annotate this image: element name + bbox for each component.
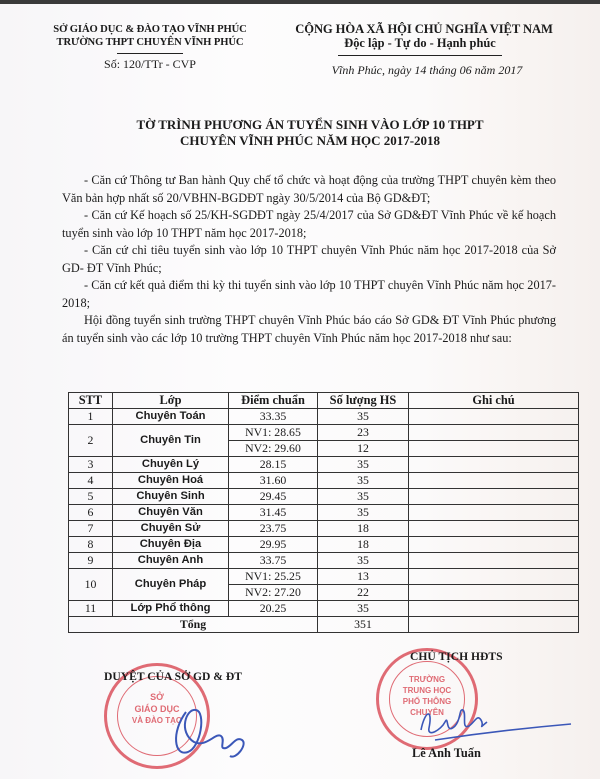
cell-stt: 6 <box>69 505 113 521</box>
document-number: Số: 120/TTr - CVP <box>104 57 196 71</box>
body-paragraph: - Căn cứ chỉ tiêu tuyển sinh vào lớp 10 THPT chuyên Vĩnh Phúc năm học 2017-2018 của Sở GD- ĐT Vĩnh Phúc; <box>62 243 556 275</box>
cell-count: 35 <box>318 601 409 617</box>
cell-note <box>409 441 579 457</box>
cell-count: 18 <box>318 537 409 553</box>
header-note: Ghi chú <box>409 393 579 409</box>
body-paragraph: - Căn cứ Kế hoạch số 25/KH-SGDĐT ngày 25/4/2017 của Sở GD&ĐT Vĩnh Phúc về kế hoạch tuyển sinh vào lớp 10 THPT năm học 2017-2018; <box>62 208 556 240</box>
cell-score: 31.45 <box>229 505 318 521</box>
stamp-text: SỞ <box>150 692 164 702</box>
header-class: Lớp <box>113 393 229 409</box>
table-row <box>69 537 579 553</box>
stamp-text: TRƯỜNG <box>408 675 446 684</box>
cell-class: Chuyên Anh <box>113 553 229 569</box>
cell-class: Chuyên Sử <box>113 521 229 537</box>
stamp-text: TRUNG HỌC <box>402 686 452 695</box>
cell-count: 35 <box>318 473 409 489</box>
cell-score: NV2: 29.60 <box>229 441 318 457</box>
total-label: Tổng <box>69 617 318 633</box>
cell-class: Chuyên Pháp <box>113 569 229 601</box>
cell-score: NV1: 28.65 <box>229 425 318 441</box>
stamp-text: GIÁO DỤC <box>134 704 180 714</box>
chairman-title: CHỦ TỊCH HĐTS <box>410 650 503 663</box>
national-motto: Độc lập - Tự do - Hạnh phúc <box>344 36 496 50</box>
cell-note <box>409 553 579 569</box>
cell-score: 29.45 <box>229 489 318 505</box>
cell-score: NV2: 27.20 <box>229 585 318 601</box>
approval-title: DUYỆT CỦA SỞ GD & ĐT <box>104 670 242 683</box>
cell-stt: 3 <box>69 457 113 473</box>
cell-note <box>409 537 579 553</box>
cell-note <box>409 569 579 585</box>
national-header <box>295 22 560 78</box>
top-edge-bar <box>0 0 600 4</box>
header-score: Điểm chuẩn <box>229 393 318 409</box>
cell-count: 35 <box>318 505 409 521</box>
body-paragraph: - Căn cứ Thông tư Ban hành Quy chế tổ chức và hoạt động của trường THPT chuyên kèm theo Văn bản hợp nhất số 20/VBHN-BGDĐT ngày 30/5/2014 của Bộ GD&ĐT; <box>62 173 556 205</box>
table-row <box>69 489 579 505</box>
title-line-2: CHUYÊN VĨNH PHÚC NĂM HỌC 2017-2018 <box>179 133 441 148</box>
cell-stt: 2 <box>69 425 113 457</box>
cell-class: Chuyên Sinh <box>113 489 229 505</box>
document-body <box>62 172 556 347</box>
cell-count: 13 <box>318 569 409 585</box>
cell-class: Chuyên Hoá <box>113 473 229 489</box>
stamp-text: VÀ ĐÀO TẠO <box>131 716 183 725</box>
body-paragraph: Hội đồng tuyển sinh trường THPT chuyên Vĩnh Phúc báo cáo Sở GD& ĐT Vĩnh Phúc phương án tuyển sinh vào các lớp 10 trường THPT chuyên Vĩnh Phúc năm học 2017-2018 như sau: <box>62 313 556 345</box>
cell-note <box>409 425 579 441</box>
cell-score: 23.75 <box>229 521 318 537</box>
table-header-row <box>69 393 579 409</box>
header-count: Số lượng HS <box>318 393 409 409</box>
cell-count: 12 <box>318 441 409 457</box>
signer-name: Lê Anh Tuấn <box>412 746 481 760</box>
stamp-text: CHUYÊN <box>410 708 444 717</box>
cell-stt: 1 <box>69 409 113 425</box>
cell-class: Lớp Phổ thông <box>113 601 229 617</box>
cell-note <box>409 505 579 521</box>
body-paragraph: - Căn cứ kết quả điểm thi kỳ thi tuyển sinh vào lớp 10 THPT chuyên Vĩnh Phúc năm học 2017-2018; <box>62 278 556 310</box>
issuer-header <box>40 23 260 72</box>
cell-stt: 11 <box>69 601 113 617</box>
cell-note <box>409 601 579 617</box>
cell-score: 33.75 <box>229 553 318 569</box>
cell-stt: 5 <box>69 489 113 505</box>
cell-note <box>409 585 579 601</box>
cell-count: 23 <box>318 425 409 441</box>
cell-score: 31.60 <box>229 473 318 489</box>
approver-signature <box>166 702 256 762</box>
document-date: Vĩnh Phúc, ngày 14 tháng 06 năm 2017 <box>331 63 523 77</box>
table-row <box>69 505 579 521</box>
cell-note <box>409 489 579 505</box>
table-row <box>69 409 579 425</box>
title-line-1: TỜ TRÌNH PHƯƠNG ÁN TUYỂN SINH VÀO LỚP 10 THPT <box>136 117 484 132</box>
cell-count: 35 <box>318 457 409 473</box>
cell-note <box>409 521 579 537</box>
table-row <box>69 569 579 585</box>
table-row <box>69 553 579 569</box>
cell-stt: 8 <box>69 537 113 553</box>
school-name: TRƯỜNG THPT CHUYÊN VĨNH PHÚC <box>56 37 244 48</box>
cell-count: 35 <box>318 409 409 425</box>
cell-stt: 9 <box>69 553 113 569</box>
cell-note <box>409 409 579 425</box>
cell-count: 22 <box>318 585 409 601</box>
cell-count: 35 <box>318 553 409 569</box>
header-divider <box>117 53 183 54</box>
cell-stt: 10 <box>69 569 113 601</box>
cell-stt: 7 <box>69 521 113 537</box>
table-row <box>69 473 579 489</box>
cell-count: 18 <box>318 521 409 537</box>
cell-stt: 4 <box>69 473 113 489</box>
stamp-text: PHỔ THÔNG <box>402 697 452 706</box>
cell-score: 33.35 <box>229 409 318 425</box>
department-name: SỞ GIÁO DỤC & ĐÀO TẠO VĨNH PHÚC <box>53 24 247 35</box>
table-total-row <box>69 617 579 633</box>
total-note <box>409 617 579 633</box>
cell-count: 35 <box>318 489 409 505</box>
cell-score: 20.25 <box>229 601 318 617</box>
cell-score: NV1: 25.25 <box>229 569 318 585</box>
cell-class: Chuyên Văn <box>113 505 229 521</box>
header-stt: STT <box>69 393 113 409</box>
cell-note <box>409 473 579 489</box>
cell-class: Chuyên Tin <box>113 425 229 457</box>
cell-class: Chuyên Toán <box>113 409 229 425</box>
national-title: CỘNG HÒA XÃ HỘI CHỦ NGHĨA VIỆT NAM <box>295 22 553 36</box>
table-row <box>69 601 579 617</box>
cell-class: Chuyên Địa <box>113 537 229 553</box>
cell-score: 28.15 <box>229 457 318 473</box>
cell-score: 29.95 <box>229 537 318 553</box>
table-row <box>69 425 579 441</box>
total-count: 351 <box>318 617 409 633</box>
admission-table <box>68 392 579 633</box>
document-title <box>50 117 570 149</box>
motto-divider <box>338 55 502 56</box>
cell-class: Chuyên Lý <box>113 457 229 473</box>
cell-note <box>409 457 579 473</box>
table-row <box>69 521 579 537</box>
chairman-signature <box>415 700 575 745</box>
table-row <box>69 457 579 473</box>
